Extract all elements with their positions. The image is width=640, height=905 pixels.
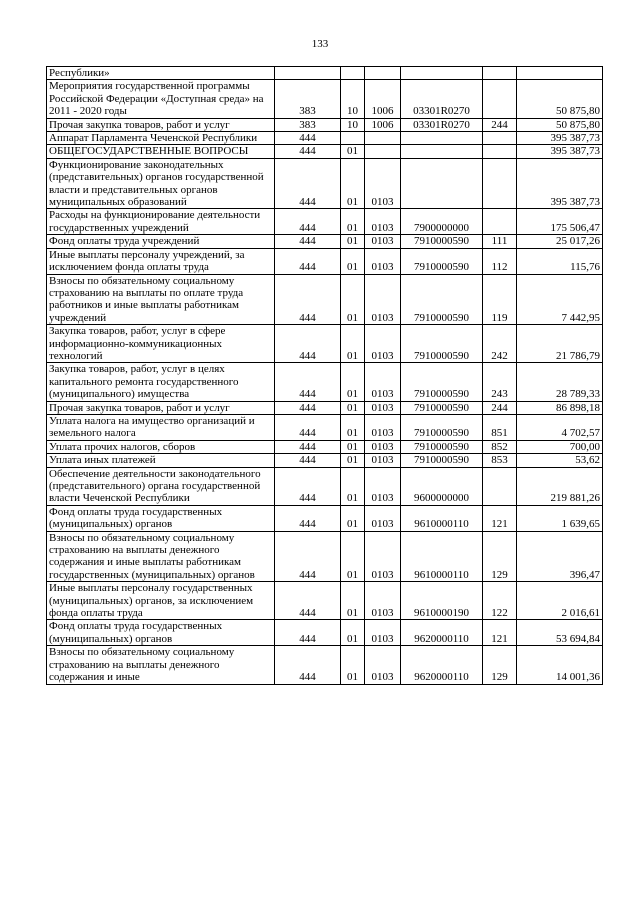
row-sum: 396,47 bbox=[517, 531, 603, 582]
row-code: 444 bbox=[275, 531, 341, 582]
row-sum: 21 786,79 bbox=[517, 325, 603, 363]
table-row bbox=[47, 646, 603, 684]
row-name: Прочая закупка товаров, работ и услуг bbox=[47, 118, 275, 131]
row-code: 444 bbox=[275, 145, 341, 158]
row-name: Закупка товаров, работ, услуг в сфере информационно-коммуникационных технологий bbox=[47, 325, 275, 363]
row-name: Уплата прочих налогов, сборов bbox=[47, 440, 275, 453]
row-sum: 219 881,26 bbox=[517, 467, 603, 505]
row-name: Взносы по обязательному социальному страхованию на выплаты по оплате труда работников и иные выплаты работникам учреждений bbox=[47, 274, 275, 325]
row-expense-type: 244 bbox=[483, 401, 517, 414]
row-subsection: 0103 bbox=[365, 454, 401, 467]
row-code: 444 bbox=[275, 414, 341, 440]
row-expense-type bbox=[483, 132, 517, 145]
row-name: Обеспечение деятельности законодательного (представительного) органа государственной власти Чеченской Республики bbox=[47, 467, 275, 505]
table-row bbox=[47, 531, 603, 582]
row-sum: 53,62 bbox=[517, 454, 603, 467]
row-name: Взносы по обязательному социальному страхованию на выплаты денежного содержания и иные выплаты работникам государственных (муниципальных) органов bbox=[47, 531, 275, 582]
row-sum: 700,00 bbox=[517, 440, 603, 453]
row-code: 444 bbox=[275, 132, 341, 145]
row-code: 444 bbox=[275, 401, 341, 414]
row-subsection: 1006 bbox=[365, 80, 401, 118]
row-name: Фонд оплаты труда учреждений bbox=[47, 235, 275, 248]
row-expense-type: 112 bbox=[483, 248, 517, 274]
row-target-article: 7910000590 bbox=[401, 401, 483, 414]
row-code: 383 bbox=[275, 80, 341, 118]
row-section: 01 bbox=[341, 274, 365, 325]
row-target-article: 9610000110 bbox=[401, 531, 483, 582]
row-target-article: 9610000190 bbox=[401, 582, 483, 620]
row-expense-type bbox=[483, 467, 517, 505]
row-section: 01 bbox=[341, 620, 365, 646]
row-subsection: 0103 bbox=[365, 401, 401, 414]
table-row bbox=[47, 209, 603, 235]
table-row bbox=[47, 363, 603, 401]
row-expense-type: 122 bbox=[483, 582, 517, 620]
row-sum: 53 694,84 bbox=[517, 620, 603, 646]
row-expense-type bbox=[483, 80, 517, 118]
row-expense-type: 244 bbox=[483, 118, 517, 131]
row-target-article bbox=[401, 132, 483, 145]
row-section bbox=[341, 132, 365, 145]
table-row bbox=[47, 467, 603, 505]
table-row bbox=[47, 235, 603, 248]
table-row bbox=[47, 582, 603, 620]
budget-table bbox=[46, 66, 603, 685]
row-code: 444 bbox=[275, 454, 341, 467]
table-row bbox=[47, 248, 603, 274]
row-code: 444 bbox=[275, 274, 341, 325]
row-section: 01 bbox=[341, 454, 365, 467]
row-sum: 25 017,26 bbox=[517, 235, 603, 248]
row-code: 444 bbox=[275, 235, 341, 248]
row-code: 444 bbox=[275, 620, 341, 646]
row-code: 444 bbox=[275, 646, 341, 684]
row-section: 01 bbox=[341, 401, 365, 414]
table-row bbox=[47, 401, 603, 414]
row-target-article: 7910000590 bbox=[401, 414, 483, 440]
row-section: 01 bbox=[341, 467, 365, 505]
row-subsection bbox=[365, 145, 401, 158]
row-section: 01 bbox=[341, 646, 365, 684]
row-code: 444 bbox=[275, 582, 341, 620]
row-code: 444 bbox=[275, 209, 341, 235]
row-subsection: 0103 bbox=[365, 235, 401, 248]
row-subsection: 0103 bbox=[365, 620, 401, 646]
row-sum: 14 001,36 bbox=[517, 646, 603, 684]
row-target-article: 7910000590 bbox=[401, 248, 483, 274]
table-row bbox=[47, 454, 603, 467]
row-code: 444 bbox=[275, 158, 341, 209]
row-sum: 1 639,65 bbox=[517, 505, 603, 531]
row-subsection: 0103 bbox=[365, 274, 401, 325]
row-subsection: 0103 bbox=[365, 158, 401, 209]
table-row bbox=[47, 325, 603, 363]
row-name: ОБЩЕГОСУДАРСТВЕННЫЕ ВОПРОСЫ bbox=[47, 145, 275, 158]
row-subsection: 0103 bbox=[365, 414, 401, 440]
row-target-article: 03301R0270 bbox=[401, 118, 483, 131]
row-target-article: 7910000590 bbox=[401, 235, 483, 248]
row-target-article: 9620000110 bbox=[401, 620, 483, 646]
row-subsection: 0103 bbox=[365, 325, 401, 363]
row-subsection: 0103 bbox=[365, 209, 401, 235]
row-name: Иные выплаты персоналу учреждений, за исключением фонда оплаты труда bbox=[47, 248, 275, 274]
row-sum bbox=[517, 67, 603, 80]
row-subsection: 0103 bbox=[365, 646, 401, 684]
row-expense-type bbox=[483, 145, 517, 158]
row-name: Взносы по обязательному социальному страхованию на выплаты денежного содержания и иные bbox=[47, 646, 275, 684]
row-code: 383 bbox=[275, 118, 341, 131]
row-section: 01 bbox=[341, 505, 365, 531]
row-section: 01 bbox=[341, 582, 365, 620]
row-subsection: 0103 bbox=[365, 582, 401, 620]
row-code: 444 bbox=[275, 467, 341, 505]
row-section: 01 bbox=[341, 209, 365, 235]
row-code: 444 bbox=[275, 363, 341, 401]
row-subsection: 0103 bbox=[365, 505, 401, 531]
row-name: Мероприятия государственной программы Российской Федерации «Доступная среда» на 2011 - 2020 годы bbox=[47, 80, 275, 118]
row-sum: 7 442,95 bbox=[517, 274, 603, 325]
row-target-article bbox=[401, 145, 483, 158]
row-section: 01 bbox=[341, 235, 365, 248]
page-number: 133 bbox=[311, 38, 329, 50]
row-expense-type bbox=[483, 209, 517, 235]
row-section: 10 bbox=[341, 118, 365, 131]
row-target-article: 9600000000 bbox=[401, 467, 483, 505]
row-expense-type bbox=[483, 158, 517, 209]
row-expense-type: 851 bbox=[483, 414, 517, 440]
table-row bbox=[47, 620, 603, 646]
row-code: 444 bbox=[275, 440, 341, 453]
row-target-article bbox=[401, 158, 483, 209]
row-section: 01 bbox=[341, 248, 365, 274]
row-code bbox=[275, 67, 341, 80]
row-name: Прочая закупка товаров, работ и услуг bbox=[47, 401, 275, 414]
table-row bbox=[47, 132, 603, 145]
row-target-article: 9620000110 bbox=[401, 646, 483, 684]
row-subsection: 0103 bbox=[365, 363, 401, 401]
table-row bbox=[47, 505, 603, 531]
row-expense-type: 111 bbox=[483, 235, 517, 248]
row-name: Уплата налога на имущество организаций и земельного налога bbox=[47, 414, 275, 440]
row-expense-type: 243 bbox=[483, 363, 517, 401]
row-target-article: 7910000590 bbox=[401, 274, 483, 325]
row-code: 444 bbox=[275, 325, 341, 363]
table-row bbox=[47, 274, 603, 325]
row-expense-type: 853 bbox=[483, 454, 517, 467]
row-expense-type: 242 bbox=[483, 325, 517, 363]
row-section: 01 bbox=[341, 363, 365, 401]
row-name: Республики» bbox=[47, 67, 275, 80]
row-section: 10 bbox=[341, 80, 365, 118]
row-expense-type: 129 bbox=[483, 646, 517, 684]
row-name: Аппарат Парламента Чеченской Республики bbox=[47, 132, 275, 145]
row-sum: 28 789,33 bbox=[517, 363, 603, 401]
row-expense-type: 852 bbox=[483, 440, 517, 453]
row-name: Фонд оплаты труда государственных (муниципальных) органов bbox=[47, 505, 275, 531]
table-row bbox=[47, 414, 603, 440]
row-target-article: 7910000590 bbox=[401, 440, 483, 453]
row-code: 444 bbox=[275, 248, 341, 274]
budget-table-body bbox=[47, 67, 603, 685]
table-row bbox=[47, 67, 603, 80]
row-subsection: 0103 bbox=[365, 467, 401, 505]
row-name: Иные выплаты персоналу государственных (муниципальных) органов, за исключением фонда оплаты труда bbox=[47, 582, 275, 620]
row-sum: 2 016,61 bbox=[517, 582, 603, 620]
row-target-article: 9610000110 bbox=[401, 505, 483, 531]
row-subsection: 0103 bbox=[365, 248, 401, 274]
row-expense-type bbox=[483, 67, 517, 80]
row-sum: 86 898,18 bbox=[517, 401, 603, 414]
table-row bbox=[47, 158, 603, 209]
row-section: 01 bbox=[341, 531, 365, 582]
row-target-article bbox=[401, 67, 483, 80]
row-expense-type: 121 bbox=[483, 620, 517, 646]
row-sum: 4 702,57 bbox=[517, 414, 603, 440]
row-target-article: 7910000590 bbox=[401, 325, 483, 363]
row-target-article: 7900000000 bbox=[401, 209, 483, 235]
row-sum: 395 387,73 bbox=[517, 132, 603, 145]
row-section: 01 bbox=[341, 414, 365, 440]
row-section: 01 bbox=[341, 158, 365, 209]
row-target-article: 7910000590 bbox=[401, 363, 483, 401]
row-name: Фонд оплаты труда государственных (муниципальных) органов bbox=[47, 620, 275, 646]
row-sum: 395 387,73 bbox=[517, 145, 603, 158]
row-subsection: 1006 bbox=[365, 118, 401, 131]
row-expense-type: 129 bbox=[483, 531, 517, 582]
table-row bbox=[47, 145, 603, 158]
row-subsection: 0103 bbox=[365, 440, 401, 453]
row-code: 444 bbox=[275, 505, 341, 531]
row-section: 01 bbox=[341, 145, 365, 158]
row-name: Закупка товаров, работ, услуг в целях капитального ремонта государственного (муниципального) имущества bbox=[47, 363, 275, 401]
table-row bbox=[47, 440, 603, 453]
row-name: Уплата иных платежей bbox=[47, 454, 275, 467]
row-sum: 50 875,80 bbox=[517, 118, 603, 131]
row-section: 01 bbox=[341, 440, 365, 453]
row-name: Расходы на функционирование деятельности государственных учреждений bbox=[47, 209, 275, 235]
table-row bbox=[47, 118, 603, 131]
row-target-article: 03301R0270 bbox=[401, 80, 483, 118]
row-subsection: 0103 bbox=[365, 531, 401, 582]
row-section bbox=[341, 67, 365, 80]
row-expense-type: 121 bbox=[483, 505, 517, 531]
row-target-article: 7910000590 bbox=[401, 454, 483, 467]
row-sum: 50 875,80 bbox=[517, 80, 603, 118]
row-name: Функционирование законодательных (представительных) органов государственной власти и представительных органов муниципальных образований bbox=[47, 158, 275, 209]
row-sum: 175 506,47 bbox=[517, 209, 603, 235]
row-section: 01 bbox=[341, 325, 365, 363]
row-sum: 115,76 bbox=[517, 248, 603, 274]
table-row bbox=[47, 80, 603, 118]
row-expense-type: 119 bbox=[483, 274, 517, 325]
row-subsection bbox=[365, 67, 401, 80]
row-subsection bbox=[365, 132, 401, 145]
row-sum: 395 387,73 bbox=[517, 158, 603, 209]
